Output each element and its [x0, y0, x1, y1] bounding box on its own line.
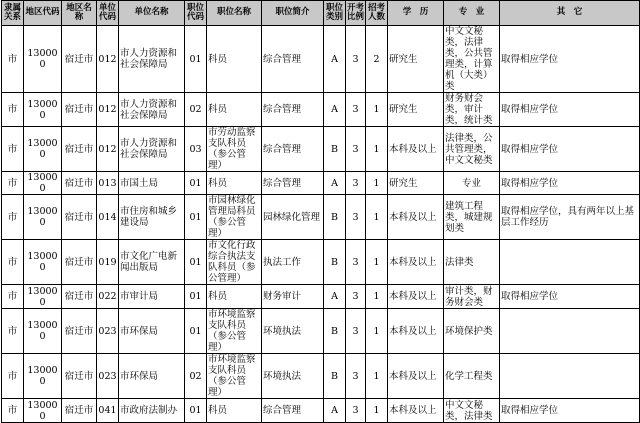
- cell-pos-code: 03: [185, 127, 207, 172]
- cell-unit: 市人力资源和社会保障局: [119, 26, 185, 93]
- cell-other: 取得相应学位: [500, 127, 640, 172]
- cell-cat: A: [324, 93, 346, 127]
- cell-area: 宿迁市: [62, 354, 97, 399]
- cell-major: 化学工程类: [444, 354, 500, 399]
- cell-other: 取得相应学位: [500, 285, 640, 309]
- cell-unit: 市审计局: [119, 285, 185, 309]
- cell-area: 宿迁市: [62, 172, 97, 195]
- cell-intro: 执法工作: [262, 240, 324, 285]
- cell-ratio: 3: [346, 285, 366, 309]
- table-row: [2, 399, 640, 423]
- header-unit-code: 单位代码: [97, 1, 119, 26]
- cell-cat: A: [324, 399, 346, 423]
- header-num: 招考人数: [366, 1, 388, 26]
- cell-edu: 本科及以上: [388, 127, 444, 172]
- cell-unit-code: 019: [97, 240, 119, 285]
- cell-cat: B: [324, 354, 346, 399]
- cell-cat: B: [324, 127, 346, 172]
- cell-pos: 科员: [207, 285, 262, 309]
- cell-area: 宿迁市: [62, 195, 97, 240]
- cell-edu: 研究生: [388, 26, 444, 93]
- cell-ratio: 3: [346, 309, 366, 354]
- cell-intro: 园林绿化管理: [262, 195, 324, 240]
- cell-pos-code: 02: [185, 93, 207, 127]
- cell-ratio: 3: [346, 172, 366, 195]
- header-rel: 隶属关系: [2, 1, 24, 26]
- recruitment-table: [1, 0, 640, 423]
- cell-num: 1: [366, 285, 388, 309]
- table-row: [2, 309, 640, 354]
- cell-ratio: 3: [346, 26, 366, 93]
- cell-code: 130000: [24, 172, 62, 195]
- cell-other: [500, 240, 640, 285]
- cell-major: 环境保护类: [444, 309, 500, 354]
- header-intro: 职位简介: [262, 1, 324, 26]
- cell-pos: 科员: [207, 399, 262, 423]
- cell-pos-code: 01: [185, 240, 207, 285]
- cell-major: 中文文秘类，法律类: [444, 399, 500, 423]
- cell-unit-code: 022: [97, 285, 119, 309]
- cell-ratio: 3: [346, 240, 366, 285]
- cell-rel: 市: [2, 240, 24, 285]
- cell-unit: 市环保局: [119, 354, 185, 399]
- cell-edu: 本科及以上: [388, 309, 444, 354]
- cell-num: 1: [366, 240, 388, 285]
- cell-pos: 市环境监察支队科员（参公管理）: [207, 309, 262, 354]
- cell-unit: 市政府法制办: [119, 399, 185, 423]
- cell-edu: 研究生: [388, 93, 444, 127]
- cell-other: 取得相应学位: [500, 26, 640, 93]
- cell-pos-code: 01: [185, 172, 207, 195]
- header-row: [2, 1, 640, 26]
- cell-other: [500, 309, 640, 354]
- cell-code: 130000: [24, 26, 62, 93]
- cell-pos: 市园林绿化管理局科员（参公管理）: [207, 195, 262, 240]
- cell-intro: 综合管理: [262, 127, 324, 172]
- cell-intro: 综合管理: [262, 399, 324, 423]
- cell-edu: 本科及以上: [388, 354, 444, 399]
- cell-rel: 市: [2, 93, 24, 127]
- cell-unit-code: 023: [97, 309, 119, 354]
- cell-rel: 市: [2, 285, 24, 309]
- cell-area: 宿迁市: [62, 93, 97, 127]
- cell-major: 法律类: [444, 240, 500, 285]
- cell-intro: 环境执法: [262, 309, 324, 354]
- cell-other: 取得相应学位: [500, 399, 640, 423]
- cell-ratio: 3: [346, 354, 366, 399]
- cell-pos: 科员: [207, 172, 262, 195]
- cell-unit: 市文化广电新闻出版局: [119, 240, 185, 285]
- cell-cat: A: [324, 285, 346, 309]
- header-pos: 职位名称: [207, 1, 262, 26]
- cell-rel: 市: [2, 195, 24, 240]
- cell-other: 取得相应学位，具有两年以上基层工作经历: [500, 195, 640, 240]
- cell-edu: 本科及以上: [388, 240, 444, 285]
- cell-pos: 市劳动监察支队科员（参公管理）: [207, 127, 262, 172]
- cell-area: 宿迁市: [62, 309, 97, 354]
- cell-pos: 市环境监察支队科员（参公管理）: [207, 354, 262, 399]
- cell-major: 审计类，财务财会类: [444, 285, 500, 309]
- cell-code: 130000: [24, 195, 62, 240]
- cell-area: 宿迁市: [62, 285, 97, 309]
- cell-intro: 综合管理: [262, 172, 324, 195]
- cell-area: 宿迁市: [62, 240, 97, 285]
- cell-unit-code: 012: [97, 127, 119, 172]
- cell-unit: 市人力资源和社会保障局: [119, 127, 185, 172]
- header-ratio: 开考比例: [346, 1, 366, 26]
- cell-edu: 本科及以上: [388, 285, 444, 309]
- cell-area: 宿迁市: [62, 26, 97, 93]
- cell-unit-code: 012: [97, 93, 119, 127]
- header-major: 专 业: [444, 1, 500, 26]
- table-row: [2, 172, 640, 195]
- cell-code: 130000: [24, 399, 62, 423]
- cell-pos: 科员: [207, 93, 262, 127]
- cell-unit-code: 013: [97, 172, 119, 195]
- cell-edu: 本科及以上: [388, 195, 444, 240]
- cell-intro: 综合管理: [262, 93, 324, 127]
- table-row: [2, 354, 640, 399]
- cell-num: 1: [366, 309, 388, 354]
- cell-unit: 市环保局: [119, 309, 185, 354]
- cell-rel: 市: [2, 172, 24, 195]
- cell-ratio: 3: [346, 93, 366, 127]
- cell-num: 1: [366, 127, 388, 172]
- cell-major: 中文文秘类，法律类，公共管理类，计算机（大类）类: [444, 26, 500, 93]
- cell-rel: 市: [2, 309, 24, 354]
- header-cat: 职位类别: [324, 1, 346, 26]
- cell-other: 取得相应学位: [500, 93, 640, 127]
- cell-pos-code: 01: [185, 399, 207, 423]
- cell-rel: 市: [2, 399, 24, 423]
- cell-code: 130000: [24, 309, 62, 354]
- cell-pos-code: 01: [185, 195, 207, 240]
- cell-major: 建筑工程类，城建规划类: [444, 195, 500, 240]
- cell-unit-code: 041: [97, 399, 119, 423]
- cell-num: 2: [366, 26, 388, 93]
- cell-edu: 本科及以上: [388, 399, 444, 423]
- cell-pos: 市文化行政综合执法支队科员（参公管理）: [207, 240, 262, 285]
- cell-pos-code: 02: [185, 354, 207, 399]
- cell-cat: B: [324, 195, 346, 240]
- cell-edu: 研究生: [388, 172, 444, 195]
- header-edu: 学 历: [388, 1, 444, 26]
- cell-major: 专业: [444, 172, 500, 195]
- cell-code: 130000: [24, 93, 62, 127]
- cell-pos-code: 01: [185, 285, 207, 309]
- cell-unit: 市人力资源和社会保障局: [119, 93, 185, 127]
- cell-unit: 市国土局: [119, 172, 185, 195]
- cell-code: 130000: [24, 354, 62, 399]
- cell-other: 取得相应学位: [500, 172, 640, 195]
- cell-num: 1: [366, 354, 388, 399]
- cell-pos-code: 01: [185, 26, 207, 93]
- cell-major: 法律类，公共管理类，中文文秘类: [444, 127, 500, 172]
- cell-unit-code: 023: [97, 354, 119, 399]
- cell-rel: 市: [2, 127, 24, 172]
- cell-cat: B: [324, 240, 346, 285]
- header-area: 地区名称: [62, 1, 97, 26]
- table-row: [2, 285, 640, 309]
- header-pos-code: 职位代码: [185, 1, 207, 26]
- table-row: [2, 26, 640, 93]
- table-row: [2, 240, 640, 285]
- cell-cat: A: [324, 26, 346, 93]
- table-row: [2, 195, 640, 240]
- header-other: 其 它: [500, 1, 640, 26]
- cell-rel: 市: [2, 354, 24, 399]
- cell-code: 130000: [24, 285, 62, 309]
- cell-num: 1: [366, 195, 388, 240]
- cell-major: 财务财会类，审计类，统计类: [444, 93, 500, 127]
- cell-cat: A: [324, 172, 346, 195]
- cell-ratio: 3: [346, 127, 366, 172]
- cell-other: [500, 354, 640, 399]
- cell-pos-code: 01: [185, 309, 207, 354]
- cell-code: 130000: [24, 240, 62, 285]
- cell-num: 1: [366, 399, 388, 423]
- cell-cat: B: [324, 309, 346, 354]
- cell-intro: 环境执法: [262, 354, 324, 399]
- cell-area: 宿迁市: [62, 127, 97, 172]
- cell-rel: 市: [2, 26, 24, 93]
- cell-unit-code: 012: [97, 26, 119, 93]
- cell-ratio: 3: [346, 399, 366, 423]
- cell-area: 宿迁市: [62, 399, 97, 423]
- header-code: 地区代码: [24, 1, 62, 26]
- cell-num: 1: [366, 172, 388, 195]
- cell-intro: 财务审计: [262, 285, 324, 309]
- cell-intro: 综合管理: [262, 26, 324, 93]
- cell-code: 130000: [24, 127, 62, 172]
- cell-unit-code: 014: [97, 195, 119, 240]
- cell-unit: 市住房和城乡建设局: [119, 195, 185, 240]
- cell-ratio: 3: [346, 195, 366, 240]
- cell-pos: 科员: [207, 26, 262, 93]
- cell-num: 1: [366, 93, 388, 127]
- table-row: [2, 93, 640, 127]
- header-unit: 单位名称: [119, 1, 185, 26]
- table-row: [2, 127, 640, 172]
